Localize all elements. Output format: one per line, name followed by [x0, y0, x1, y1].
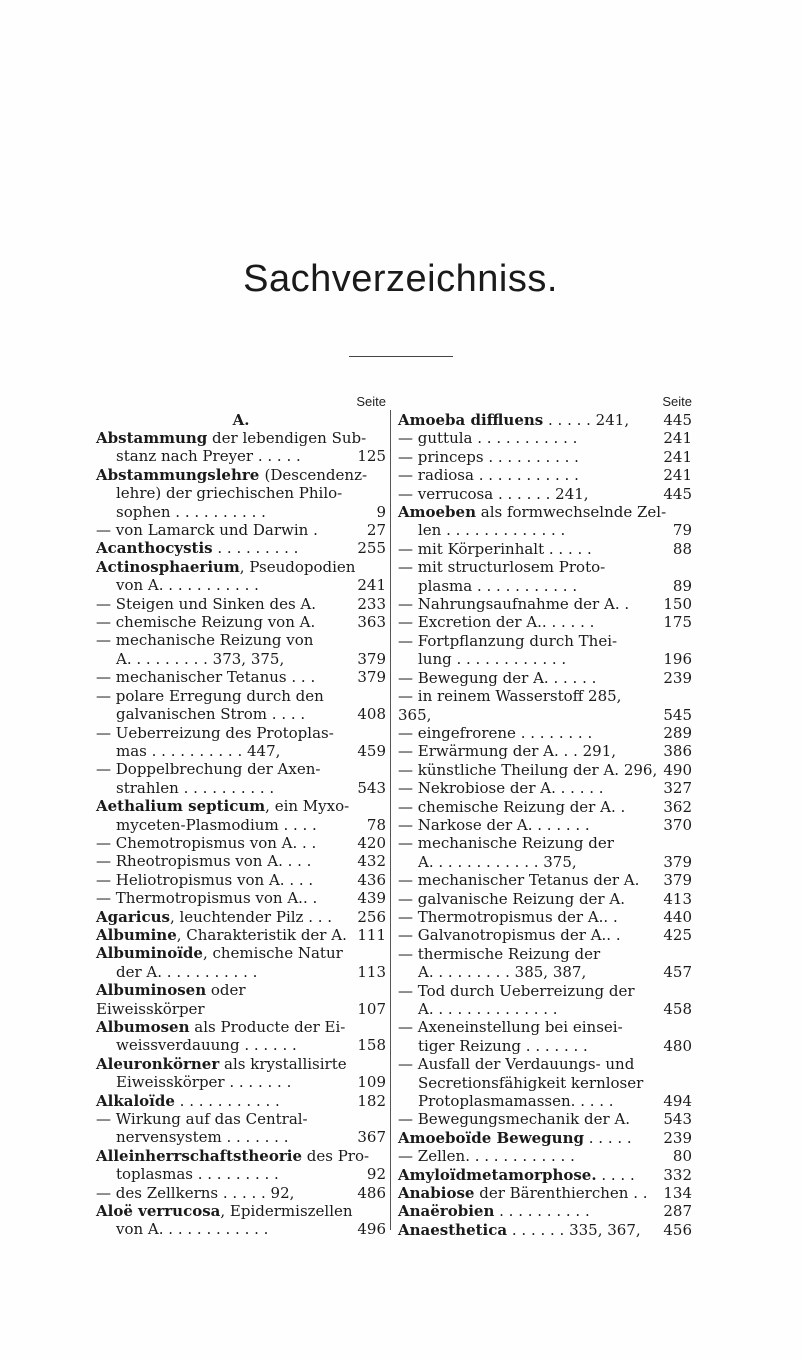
- entry-text: — Thermotropismus der A.. .: [398, 907, 618, 926]
- page-number: 92: [366, 1165, 386, 1184]
- entry-text: Eiweisskörper . . . . . . .: [116, 1073, 292, 1092]
- entry-text: — Bewegung der A. . . . . .: [398, 668, 597, 687]
- page-number: 125: [357, 447, 386, 466]
- entry-text: — Chemotropismus von A. . .: [96, 833, 317, 852]
- entry-text: stanz nach Preyer . . . . .: [116, 447, 301, 466]
- page-number: 175: [663, 613, 692, 632]
- entry-text: — Nahrungsaufnahme der A. .: [398, 595, 630, 614]
- page-number: 111: [357, 925, 386, 944]
- entry-text: — Thermotropismus von A.. .: [96, 889, 318, 908]
- entry-text: — mit structurlosem Proto-: [398, 558, 606, 577]
- entry-text: lung . . . . . . . . . . . .: [418, 650, 567, 669]
- page-number: 239: [663, 1128, 692, 1147]
- page-number: 109: [357, 1073, 386, 1092]
- index-entry: [398, 724, 692, 742]
- entry-text: der A. . . . . . . . . . .: [116, 962, 258, 981]
- index-entry: [96, 595, 386, 613]
- entry-text: Agaricus, leuchtender Pilz . . .: [96, 907, 333, 926]
- index-entry: [398, 429, 692, 447]
- entry-text: — mit Körperinhalt . . . . .: [398, 539, 592, 558]
- index-entry: [96, 521, 386, 539]
- page-number: 408: [357, 705, 386, 724]
- index-entry: [398, 448, 692, 466]
- index-entry: [398, 687, 692, 724]
- entry-text: — des Zellkerns . . . . . 92,: [96, 1183, 295, 1202]
- entry-text: Amoeboïde Bewegung . . . . .: [398, 1128, 632, 1147]
- entry-text: Aleuronkörner als krystallisirte: [96, 1054, 347, 1073]
- page-number: 445: [663, 484, 692, 503]
- entry-text: — künstliche Theilung der A. 296,: [398, 760, 658, 779]
- page-number: 9: [376, 502, 386, 521]
- index-entry: [96, 668, 386, 686]
- index-entry: [96, 834, 386, 852]
- entry-text: — mechanischer Tetanus der A.: [398, 871, 640, 890]
- page-number: 420: [357, 833, 386, 852]
- entry-text: — Excretion der A.. . . . . .: [398, 613, 595, 632]
- entry-text: — galvanische Reizung der A.: [398, 889, 625, 908]
- index-entry: [398, 503, 692, 540]
- index-entry: [96, 889, 386, 907]
- page-number: 27: [366, 521, 386, 540]
- index-entry: [398, 982, 692, 1019]
- entry-text: — princeps . . . . . . . . . .: [398, 447, 579, 466]
- entry-text: — chemische Reizung der A. .: [398, 797, 626, 816]
- entry-text: Amoeben als formwechselnde Zel-: [398, 503, 667, 522]
- entry-text: — polare Erregung durch den: [96, 686, 324, 705]
- entry-text: — mechanische Reizung der: [398, 834, 614, 853]
- index-entry: [398, 595, 692, 613]
- index-entry: [398, 1129, 692, 1147]
- entry-text: — Doppelbrechung der Axen-: [96, 760, 321, 779]
- entry-text: — in reinem Wasserstoff 285, 365,: [398, 687, 622, 724]
- entry-text: — radiosa . . . . . . . . . . .: [398, 466, 579, 485]
- index-entry: [96, 539, 386, 557]
- index-entry: [398, 1147, 692, 1165]
- entry-text: A. . . . . . . . . . . . . .: [418, 1000, 558, 1018]
- seite-label-right: Seite: [662, 394, 692, 409]
- column-divider: [390, 410, 391, 1230]
- page-number: 480: [663, 1036, 692, 1055]
- index-entry: [398, 558, 692, 595]
- page-number: 457: [663, 963, 692, 982]
- page-number: 89: [672, 576, 692, 595]
- index-entry: [96, 1092, 386, 1110]
- index-entry: [96, 1147, 386, 1184]
- page-number: 241: [663, 447, 692, 466]
- entry-text: — Zellen. . . . . . . . . . . .: [398, 1147, 575, 1166]
- entry-text: — thermische Reizung der: [398, 944, 601, 963]
- left-entries: [96, 429, 386, 1239]
- page-number: 379: [663, 852, 692, 871]
- page-number: 289: [663, 723, 692, 742]
- entry-text: Albuminosen oder Eiweisskörper: [96, 981, 246, 1018]
- seite-label-left: Seite: [356, 394, 386, 409]
- entry-text: Actinosphaerium, Pseudopodien: [96, 557, 356, 576]
- page-number: 113: [357, 962, 386, 981]
- entry-text: — Fortpflanzung durch Thei-: [398, 631, 618, 650]
- entry-text: Secretionsfähigkeit kernloser: [418, 1073, 644, 1092]
- index-entry: [398, 485, 692, 503]
- entry-text: — guttula . . . . . . . . . . .: [398, 429, 578, 448]
- right-column: [398, 393, 692, 1239]
- page-number: 134: [663, 1184, 692, 1203]
- index-entry: [96, 724, 386, 761]
- page-number: 379: [663, 871, 692, 890]
- page-number: 78: [366, 815, 386, 834]
- entry-text: lehre) der griechischen Philo-: [116, 484, 343, 503]
- page-number: 456: [663, 1220, 692, 1239]
- entry-text: — Narkose der A. . . . . . .: [398, 815, 590, 834]
- index-entry: [398, 742, 692, 760]
- title-rule: [349, 356, 453, 357]
- entry-text: A. . . . . . . . . 385, 387,: [418, 963, 587, 982]
- page-number: 439: [357, 889, 386, 908]
- page-number: 196: [663, 650, 692, 669]
- index-entry: [398, 1166, 692, 1184]
- entry-text: Acanthocystis . . . . . . . . .: [96, 539, 299, 558]
- entry-text: Anabiose der Bärenthierchen . .: [398, 1184, 648, 1203]
- entry-text: weissverdauung . . . . . .: [116, 1036, 297, 1055]
- entry-text: — Steigen und Sinken des A.: [96, 594, 317, 613]
- index-entry: [398, 1055, 692, 1110]
- index-entry: [398, 871, 692, 889]
- index-entry: [96, 613, 386, 631]
- page-number: 80: [672, 1147, 692, 1166]
- entry-text: — Heliotropismus von A. . . .: [96, 870, 314, 889]
- index-entry: [398, 890, 692, 908]
- page-number: 327: [663, 779, 692, 798]
- index-entry: [398, 632, 692, 669]
- entry-text: tiger Reizung . . . . . . .: [418, 1036, 588, 1055]
- page-number: 432: [357, 852, 386, 871]
- page-number: 363: [357, 613, 386, 632]
- entry-text: myceten-Plasmodium . . . .: [116, 815, 317, 834]
- index-entry: [398, 540, 692, 558]
- entry-text: von A. . . . . . . . . . .: [116, 576, 259, 595]
- entry-text: — Axeneinstellung bei einsei-: [398, 1018, 623, 1037]
- page-number: 88: [672, 539, 692, 558]
- page-number: 386: [663, 742, 692, 761]
- entry-text: — Bewegungsmechanik der A.: [398, 1110, 631, 1129]
- page-number: 332: [663, 1165, 692, 1184]
- index-entry: [96, 981, 386, 1018]
- entry-text: — Erwärmung der A. . . 291,: [398, 742, 617, 761]
- index-entry: [96, 1018, 386, 1055]
- page-number: 241: [663, 466, 692, 485]
- page-number: 107: [357, 999, 386, 1018]
- page-number: 287: [663, 1202, 692, 1221]
- index-entry: [398, 1110, 692, 1128]
- entry-text: Anaesthetica . . . . . . 335, 367,: [398, 1220, 641, 1239]
- entry-text: Aethalium septicum, ein Myxo-: [96, 797, 350, 816]
- index-entry: [96, 1055, 386, 1092]
- page-number: 150: [663, 595, 692, 614]
- index-entry: [398, 669, 692, 687]
- index-entry: [398, 798, 692, 816]
- entry-text: plasma . . . . . . . . . . .: [418, 576, 578, 595]
- entry-text: A. . . . . . . . . . . . 375,: [418, 852, 577, 871]
- page-number: 494: [663, 1092, 692, 1111]
- page-number: 545: [663, 705, 692, 724]
- page-number: 379: [357, 649, 386, 668]
- index-entry: [96, 797, 386, 834]
- entry-text: Protoplasmamassen. . . . .: [418, 1092, 614, 1111]
- page-number: 440: [663, 907, 692, 926]
- index-entry: [398, 926, 692, 944]
- entry-text: — Wirkung auf das Central-: [96, 1110, 308, 1129]
- page-number: 79: [672, 521, 692, 540]
- index-entry: [96, 926, 386, 944]
- page-number: 379: [357, 668, 386, 687]
- entry-text: nervensystem . . . . . . .: [116, 1128, 289, 1147]
- entry-text: — Nekrobiose der A. . . . . .: [398, 779, 604, 798]
- right-entries: [398, 411, 692, 1239]
- page-number: 543: [663, 1110, 692, 1129]
- entry-text: — Tod durch Ueberreizung der: [398, 981, 635, 1000]
- index-entry: [96, 852, 386, 870]
- entry-text: Anaërobien . . . . . . . . . .: [398, 1202, 590, 1221]
- index-entry: [96, 908, 386, 926]
- entry-text: Albuminoïde, chemische Natur: [96, 944, 343, 963]
- index-entry: [96, 429, 386, 466]
- index-entry: [398, 945, 692, 982]
- page-number: 370: [663, 815, 692, 834]
- index-entry: [96, 944, 386, 981]
- entry-text: toplasmas . . . . . . . . .: [116, 1165, 279, 1184]
- index-entry: [96, 760, 386, 797]
- index-entry: [398, 411, 692, 429]
- index-entry: [398, 816, 692, 834]
- entry-text: Aloë verrucosa, Epidermiszellen: [96, 1202, 353, 1221]
- index-entry: [398, 466, 692, 484]
- index-entry: [96, 1202, 386, 1239]
- index-entry: [96, 1184, 386, 1202]
- entry-text: Albumosen als Producte der Ei-: [96, 1018, 346, 1036]
- entry-text: — chemische Reizung von A.: [96, 613, 316, 632]
- index-entry: [398, 834, 692, 871]
- index-entry: [398, 1202, 692, 1220]
- entry-text: Amyloïdmetamorphose. . . . .: [398, 1165, 635, 1184]
- page-number: 182: [357, 1091, 386, 1110]
- index-entry: [398, 1018, 692, 1055]
- index-entry: [96, 466, 386, 521]
- entry-text: sophen . . . . . . . . . .: [116, 502, 266, 521]
- page-number: 362: [663, 797, 692, 816]
- page-number: 425: [663, 926, 692, 945]
- entry-text: mas . . . . . . . . . . 447,: [116, 741, 281, 760]
- entry-text: — Ueberreizung des Protoplas-: [96, 723, 334, 742]
- entry-text: strahlen . . . . . . . . . .: [116, 778, 275, 797]
- entry-text: — Ausfall der Verdauungs- und: [398, 1055, 635, 1074]
- page-number: 413: [663, 889, 692, 908]
- entry-text: — Galvanotropismus der A.. .: [398, 926, 621, 945]
- page-number: 445: [663, 411, 692, 429]
- page-number: 490: [663, 760, 692, 779]
- entry-text: Amoeba diffluens . . . . . 241,: [398, 411, 630, 429]
- index-entry: [398, 1184, 692, 1202]
- page-number: 486: [357, 1183, 386, 1202]
- page-number: 459: [357, 741, 386, 760]
- index-entry: [398, 779, 692, 797]
- entry-text: Alleinherrschaftstheorie des Pro-: [96, 1146, 370, 1165]
- entry-text: A. . . . . . . . . 373, 375,: [116, 649, 285, 668]
- index-entry: [398, 1221, 692, 1239]
- index-entry: [398, 613, 692, 631]
- page-number: 367: [357, 1128, 386, 1147]
- index-entry: [398, 908, 692, 926]
- page-number: 239: [663, 668, 692, 687]
- page-number: 255: [357, 539, 386, 558]
- page-number: 233: [357, 594, 386, 613]
- index-entry: [96, 1110, 386, 1147]
- page-number: 256: [357, 907, 386, 926]
- entry-text: — verrucosa . . . . . . 241,: [398, 484, 589, 503]
- entry-text: Alkaloïde . . . . . . . . . . .: [96, 1091, 280, 1110]
- page-number: 543: [357, 778, 386, 797]
- index-entry: [96, 558, 386, 595]
- page-number: 436: [357, 870, 386, 889]
- entry-text: — mechanischer Tetanus . . .: [96, 668, 316, 687]
- index-entry: [398, 761, 692, 779]
- entry-text: — eingefrorene . . . . . . . .: [398, 723, 593, 742]
- entry-text: Abstammungslehre (Descendenz-: [96, 465, 368, 484]
- entry-text: galvanischen Strom . . . .: [116, 705, 306, 724]
- index-entry: [96, 631, 386, 668]
- entry-text: — mechanische Reizung von: [96, 631, 314, 650]
- page-number: 458: [663, 1000, 692, 1018]
- page-number: 241: [357, 576, 386, 595]
- section-letter: A.: [232, 411, 250, 429]
- page-number: 241: [663, 429, 692, 448]
- entry-text: — Rheotropismus von A. . . .: [96, 852, 312, 871]
- entry-text: Albumine, Charakteristik der A.: [96, 925, 347, 944]
- entry-text: — von Lamarck und Darwin .: [96, 521, 318, 540]
- page-number: 496: [357, 1220, 386, 1239]
- page-number: 158: [357, 1036, 386, 1055]
- left-column: [96, 393, 386, 1239]
- index-entry: [96, 871, 386, 889]
- entry-text: len . . . . . . . . . . . . .: [418, 521, 566, 540]
- page-title: Sachverzeichniss.: [243, 258, 558, 300]
- entry-text: Abstammung der lebendigen Sub-: [96, 429, 367, 447]
- entry-text: von A. . . . . . . . . . . .: [116, 1220, 269, 1239]
- index-entry: [96, 687, 386, 724]
